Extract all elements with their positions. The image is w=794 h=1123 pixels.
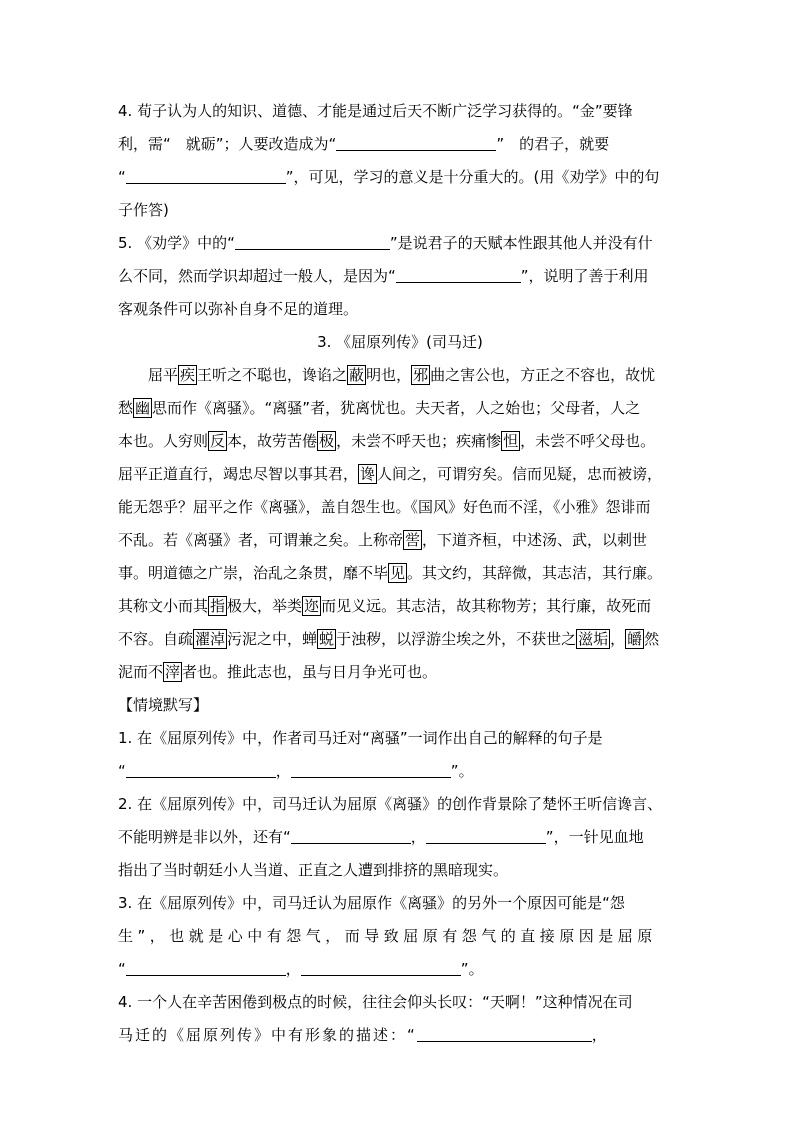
boxed-char: 幽	[135, 399, 151, 417]
passage-line: 能无怨乎？屈平之作《离骚》，盖自怨生也。《国风》好色而不淫，《小雅》怨诽而	[118, 498, 651, 516]
boxed-char: 反	[210, 432, 226, 450]
text-line: 指出了当时朝廷小人当道、正直之人遭到排挤的黑暗现实。	[118, 861, 509, 879]
boxed-char: 蜕	[319, 630, 335, 648]
boxed-char: 濯淖	[195, 630, 226, 648]
text-line: “ ， ”。	[118, 953, 682, 986]
answer-blank[interactable]	[336, 132, 496, 151]
boxed-char: 谗	[360, 465, 376, 483]
answer-blank[interactable]	[301, 957, 461, 976]
text-line: 马迁的《屈原列传》中有形象的描述：“ ，	[118, 1019, 682, 1052]
text-line: 生”，也就是心中有怨气，而导致屈原有怨气的直接原因是屈原	[118, 927, 657, 945]
passage-line: 屈平正道直行，竭忠尽智以事其君， 谗 人间之，可谓穷矣。信而见疑，忠而被谤，	[118, 465, 663, 483]
passage-line: 事。明道德之广崇，治乱之条贯，靡不毕 见 。其文约，其辞微，其志洁，其行廉。	[118, 564, 663, 582]
boxed-char: 皭	[627, 630, 643, 648]
exercise-header: 【情境默写】	[118, 696, 209, 714]
question-4-quanxue	[118, 95, 682, 227]
answer-blank[interactable]	[126, 165, 286, 184]
text-line: “ ， ”。	[118, 755, 682, 788]
text-line: 3. 在《屈原列传》中，司马迁认为屈原作《离骚》的另外一个原因可能是“怨	[118, 894, 625, 912]
passage-line: 不容。自疏 濯淖 污泥之中，蝉 蜕 于浊秽，以浮游尘埃之外，不获世之 滋垢 ， 皭 然	[118, 630, 660, 648]
text-line: 客观条件可以弥补自身不足的道理。	[118, 300, 359, 318]
boxed-char: 喾	[405, 531, 421, 549]
text-line: 子作答)	[118, 201, 169, 219]
answer-blank[interactable]	[235, 231, 390, 250]
boxed-char: 怛	[503, 432, 519, 450]
boxed-char: 极	[319, 432, 335, 450]
boxed-char: 指	[210, 597, 226, 615]
boxed-char: 迩	[304, 597, 320, 615]
passage-line: 其称文小而其 指 极大，举类 迩 而见义远。其志洁，故其称物芳；其行廉，故死而	[118, 597, 652, 615]
text-line: 1. 在《屈原列传》中，作者司马迁对“离骚”一词作出自己的解释的句子是	[118, 729, 603, 747]
boxed-char: 疾	[180, 366, 196, 384]
text-line: 利，需“ 就砺”；人要改造成为“ ” 的君子，就要	[118, 128, 682, 161]
passage-line: 屈平 疾 王听之不聪也，谗谄之 蔽 明也， 邪 曲之害公也，方正之不容也，故忧	[148, 366, 656, 384]
document-page	[118, 95, 682, 1052]
text-line: 不能明辨是非以外，还有“ ， ”，一针见血地	[118, 821, 682, 854]
text-line: 4. 一个人在辛苦困倦到极点的时候，往往会仰头长叹：“天啊！”这种情况在司	[118, 993, 633, 1011]
text-line: 4. 荀子认为人的知识、道德、才能是通过后天不断广泛学习获得的。“金”要锋	[118, 102, 633, 120]
answer-blank[interactable]	[291, 759, 451, 778]
answer-blank[interactable]	[126, 759, 276, 778]
text-line: 么不同，然而学识却超过一般人，是因为“ ”，说明了善于利用	[118, 260, 682, 293]
question-5-quanxue	[118, 227, 682, 326]
passage-qu-yuan	[118, 359, 682, 689]
answer-blank[interactable]	[417, 1023, 592, 1042]
answer-blank[interactable]	[126, 957, 286, 976]
boxed-char: 滋垢	[578, 630, 609, 648]
answer-blank[interactable]	[291, 825, 411, 844]
boxed-char: 滓	[165, 663, 181, 681]
text-line: 2. 在《屈原列传》中，司马迁认为屈原《离骚》的创作背景除了楚怀王听信谗言、	[118, 795, 663, 813]
boxed-char: 蔽	[349, 366, 365, 384]
exercise-2	[118, 788, 682, 887]
text-line: 5. 《劝学》中的“ ”是说君子的天赋本性跟其他人并没有什	[118, 227, 682, 260]
answer-blank[interactable]	[396, 264, 521, 283]
answer-blank[interactable]	[426, 825, 546, 844]
passage-line: 不乱。若《离骚》者，可谓兼之矣。上称帝 喾 ，下道齐桓，中述汤、武，以刺世	[118, 531, 648, 549]
section-title: 3. 《屈原列传》(司马迁)	[317, 333, 483, 351]
passage-line: 愁 幽 思而作《离骚》。“离骚”者，犹离忧也。夫天者，人之始也；父母者，人之	[118, 399, 641, 417]
boxed-char: 邪	[413, 366, 429, 384]
passage-line: 本也。人穷则 反 本，故劳苦倦 极 ，未尝不呼天也；疾痛惨 怛 ，未尝不呼父母也。	[118, 432, 656, 450]
boxed-char: 见	[390, 564, 406, 582]
passage-line: 泥而不 滓 者也。推此志也，虽与日月争光可也。	[118, 663, 438, 681]
exercise-1	[118, 722, 682, 788]
text-line: “ ”，可见，学习的意义是十分重大的。(用《劝学》中的句	[118, 161, 682, 194]
exercise-4	[118, 986, 682, 1052]
exercise-3	[118, 887, 682, 986]
